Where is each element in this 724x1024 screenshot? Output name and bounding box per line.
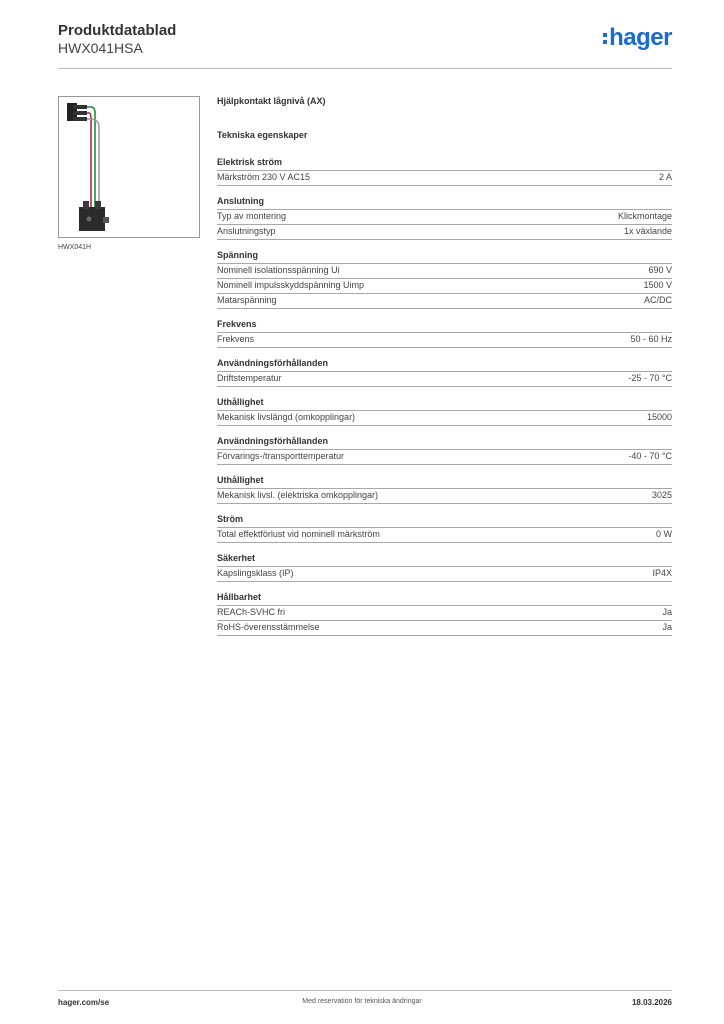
- spec-row: [217, 210, 672, 225]
- spec-value: 3025: [651, 490, 672, 500]
- spec-value: Klickmontage: [617, 211, 672, 221]
- product-image: [58, 96, 200, 238]
- hager-logo: [603, 26, 672, 50]
- spec-group: [217, 357, 672, 387]
- spec-group: [217, 513, 672, 543]
- spec-row: [217, 489, 672, 504]
- spec-value: Ja: [662, 607, 672, 617]
- spec-row: [217, 225, 672, 240]
- spec-group-title: Användningsförhållanden: [217, 435, 672, 450]
- spec-content: [217, 96, 672, 645]
- page-header: [58, 22, 672, 70]
- spec-value: 50 - 60 Hz: [630, 334, 672, 344]
- spec-row: [217, 606, 672, 621]
- spec-value: Ja: [662, 622, 672, 632]
- auxiliary-contact-product-icon: [59, 97, 199, 237]
- spec-group: [217, 591, 672, 636]
- spec-value: 690 V: [648, 265, 672, 275]
- footer-divider: [58, 990, 672, 991]
- spec-group: [217, 474, 672, 504]
- spec-label: Förvarings-/transporttemperatur: [217, 451, 345, 461]
- spec-label: Mekanisk livslängd (omkopplingar): [217, 412, 356, 422]
- document-title: Produktdatablad: [58, 22, 177, 39]
- spec-group-title: Uthållighet: [217, 474, 672, 489]
- spec-label: Frekvens: [217, 334, 255, 344]
- spec-label: Nominell isolationsspänning Ui: [217, 265, 340, 275]
- spec-value: 15000: [646, 412, 672, 422]
- spec-value: IP4X: [652, 568, 672, 578]
- spec-group: [217, 435, 672, 465]
- spec-group-title: Anslutning: [217, 195, 672, 210]
- spec-row: [217, 171, 672, 186]
- spec-value: -25 - 70 °C: [628, 373, 672, 383]
- spec-row: [217, 567, 672, 582]
- spec-label: Kapslingsklass (IP): [217, 568, 294, 578]
- spec-group-title: Elektrisk ström: [217, 156, 672, 171]
- logo-dots-icon: [603, 30, 608, 46]
- spec-groups: [217, 156, 672, 636]
- spec-group-title: Frekvens: [217, 318, 672, 333]
- spec-group-title: Ström: [217, 513, 672, 528]
- spec-label: Anslutningstyp: [217, 226, 276, 236]
- spec-value: AC/DC: [643, 295, 672, 305]
- header-divider: [58, 68, 672, 69]
- section-title: Tekniska egenskaper: [217, 130, 308, 140]
- spec-row: [217, 450, 672, 465]
- spec-group-title: Spänning: [217, 249, 672, 264]
- spec-group: [217, 195, 672, 240]
- spec-label: REACh-SVHC fri: [217, 607, 286, 617]
- logo-text: hager: [609, 24, 672, 51]
- spec-row: [217, 333, 672, 348]
- footer-date: 18.03.2026: [631, 998, 672, 1007]
- spec-row: [217, 411, 672, 426]
- spec-group-title: Användningsförhållanden: [217, 357, 672, 372]
- product-code: HWX041HSA: [58, 40, 143, 56]
- spec-label: Märkström 230 V AC15: [217, 172, 311, 182]
- spec-label: Driftstemperatur: [217, 373, 282, 383]
- spec-label: Typ av montering: [217, 211, 287, 221]
- spec-group-title: Säkerhet: [217, 552, 672, 567]
- spec-group: [217, 249, 672, 309]
- spec-row: [217, 264, 672, 279]
- spec-group: [217, 396, 672, 426]
- spec-value: 1500 V: [643, 280, 672, 290]
- spec-row: [217, 372, 672, 387]
- spec-value: -40 - 70 °C: [628, 451, 672, 461]
- spec-value: 1x växlande: [623, 226, 672, 236]
- spec-row: [217, 279, 672, 294]
- product-title: Hjälpkontakt lågnivå (AX): [217, 96, 326, 106]
- spec-group: [217, 156, 672, 186]
- spec-group: [217, 318, 672, 348]
- spec-row: [217, 621, 672, 636]
- spec-group-title: Hållbarhet: [217, 591, 672, 606]
- footer-note: Med reservation för tekniska ändringar: [302, 998, 422, 1005]
- spec-value: 2 A: [658, 172, 672, 182]
- spec-label: RoHS-överensstämmelse: [217, 622, 320, 632]
- image-caption: HWX041H: [58, 244, 92, 251]
- spec-row: [217, 528, 672, 543]
- spec-label: Matarspänning: [217, 295, 277, 305]
- spec-label: Total effektförlust vid nominell märkström: [217, 529, 380, 539]
- spec-group-title: Uthållighet: [217, 396, 672, 411]
- spec-row: [217, 294, 672, 309]
- spec-label: Mekanisk livsl. (elektriska omkopplingar): [217, 490, 379, 500]
- spec-group: [217, 552, 672, 582]
- spec-label: Nominell impulsskyddspänning Uimp: [217, 280, 365, 290]
- footer-website: hager.com/se: [58, 998, 110, 1007]
- spec-value: 0 W: [655, 529, 672, 539]
